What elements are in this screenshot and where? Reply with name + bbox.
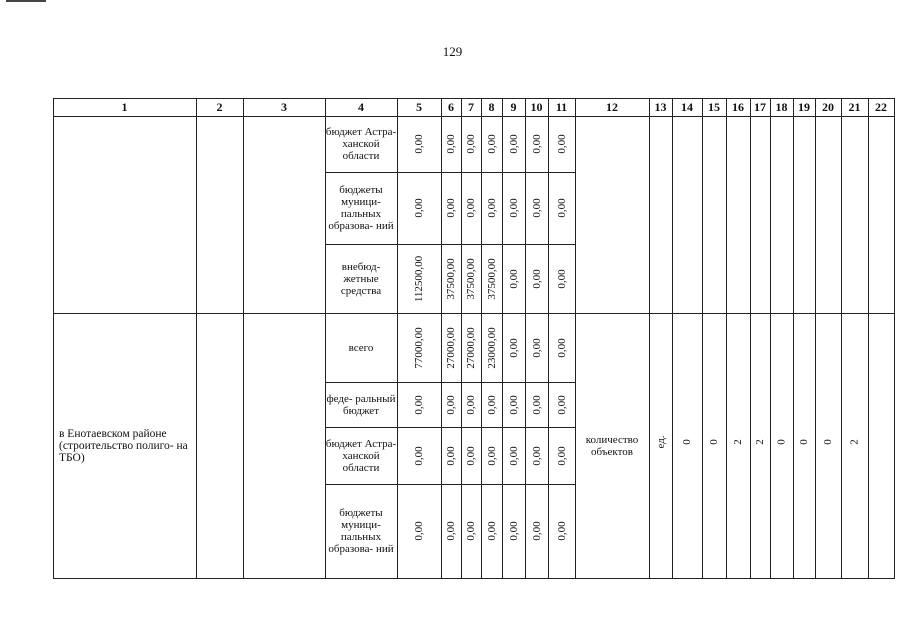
funding-value: 0,00 [555,268,568,289]
column-rule [841,98,842,579]
col-header-11: 11 [555,100,568,114]
funding-source: всего [348,341,374,354]
col-header-14: 14 [681,100,693,114]
funding-value: 0,00 [445,134,457,154]
funding-value: 23000,00 [485,326,498,369]
funding-value: 0,00 [507,521,520,541]
col-header-5: 5 [416,100,422,114]
column-rule [894,98,895,579]
target-value: 0 [708,439,720,445]
funding-value: 0,00 [485,521,498,541]
funding-value: 37500,00 [485,257,498,300]
funding-value: 0,00 [555,337,568,358]
funding-value: 0,00 [413,198,425,218]
funding-source: бюджеты муници- пальных образова- ний [328,507,394,555]
col-header-21: 21 [848,100,861,114]
funding-value: 0,00 [555,394,568,415]
funding-value: 0,00 [445,445,457,466]
measure-name: в Енотаевском районе (строительство полиго- на ТБО) [59,427,188,464]
funding-value: 0,00 [530,134,543,154]
funding-value: 0,00 [485,394,498,415]
col-header-6: 6 [448,100,454,114]
funding-value: 0,00 [445,521,457,541]
funding-value: 0,00 [555,445,568,466]
column-rule [548,98,549,579]
funding-value: 0,00 [507,337,520,358]
page-number: 129 [442,44,463,59]
funding-value: 0,00 [413,134,425,154]
funding-source: бюджет Астра- ханской области [325,126,397,162]
col-header-20: 20 [822,100,834,114]
funding-value: 0,00 [413,394,425,415]
funding-value: 0,00 [530,198,543,218]
col-header-8: 8 [488,100,495,114]
target-value: 0 [775,439,788,445]
target-value: 2 [848,439,861,445]
funding-value: 37500,00 [465,257,477,300]
indicator-unit: ед. [654,435,667,449]
target-value: 2 [754,439,766,445]
col-header-19: 19 [798,100,810,114]
col-header-3: 3 [281,100,287,114]
column-rule [461,98,462,579]
col-header-9: 9 [510,100,517,114]
funding-value: 27000,00 [465,326,477,369]
column-rule [441,98,442,579]
column-rule [750,98,751,579]
funding-value: 0,00 [465,445,477,466]
funding-value: 77000,00 [413,326,425,369]
funding-source: бюджеты муници- пальных образова- ний [328,184,394,232]
funding-value: 0,00 [413,445,425,466]
funding-value: 0,00 [507,445,520,466]
column-rule [397,98,398,579]
column-rule [702,98,703,579]
funding-value: 0,00 [465,521,477,541]
col-header-16: 16 [732,100,744,114]
funding-value: 0,00 [413,521,425,541]
funding-source: бюджет Астра- ханской области [325,437,397,474]
funding-value: 112500,00 [413,255,425,302]
target-value: 2 [732,439,744,445]
target-value: 0 [822,439,834,445]
funding-value: 0,00 [485,445,498,466]
column-rule [672,98,673,579]
column-rule [525,98,526,579]
funding-value: 0,00 [530,394,543,415]
funding-source: феде- ральный бюджет [326,392,396,417]
column-rule [793,98,794,579]
measure-name [53,116,202,313]
column-rule [481,98,482,579]
table-bottom-rule [53,578,894,579]
col-header-22: 22 [875,100,887,114]
funding-value: 0,00 [465,198,477,218]
funding-value: 0,00 [507,268,520,289]
funding-value: 0,00 [530,521,543,541]
target-value: 0 [681,439,693,445]
funding-value: 0,00 [485,198,498,218]
col-header-17: 17 [754,100,766,114]
funding-value: 0,00 [530,268,543,289]
col-header-15: 15 [708,100,720,114]
indicator-name: количество объектов [585,433,639,458]
funding-value: 37500,00 [445,257,457,300]
col-header-13: 13 [654,100,667,114]
column-rule [770,98,771,579]
col-header-1: 1 [121,100,128,114]
col-header-10: 10 [530,100,543,114]
funding-value: 0,00 [445,394,457,415]
funding-value: 0,00 [507,198,520,218]
funding-value: 0,00 [507,394,520,415]
col-header-4: 4 [358,100,364,114]
column-rule [649,98,650,579]
column-rule [726,98,727,579]
funding-value: 0,00 [530,445,543,466]
funding-value: 0,00 [555,198,568,218]
funding-value: 0,00 [485,134,498,154]
column-rule [243,98,244,579]
funding-value: 27000,00 [445,326,457,369]
funding-value: 0,00 [555,134,568,154]
funding-value: 0,00 [445,198,457,218]
funding-value: 0,00 [530,337,543,358]
column-rule [815,98,816,579]
table-top-rule [53,98,894,99]
target-value: 0 [798,439,810,445]
col-header-2: 2 [216,100,223,114]
funding-value: 0,00 [555,521,568,541]
funding-value: 0,00 [465,394,477,415]
funding-source: внебюд- жетные средства [340,260,382,297]
column-rule [502,98,503,579]
col-header-7: 7 [468,100,474,114]
funding-value: 0,00 [465,134,477,154]
col-header-18: 18 [775,100,788,114]
column-rule [868,98,869,579]
col-header-12: 12 [606,100,618,114]
funding-value: 0,00 [507,134,520,154]
